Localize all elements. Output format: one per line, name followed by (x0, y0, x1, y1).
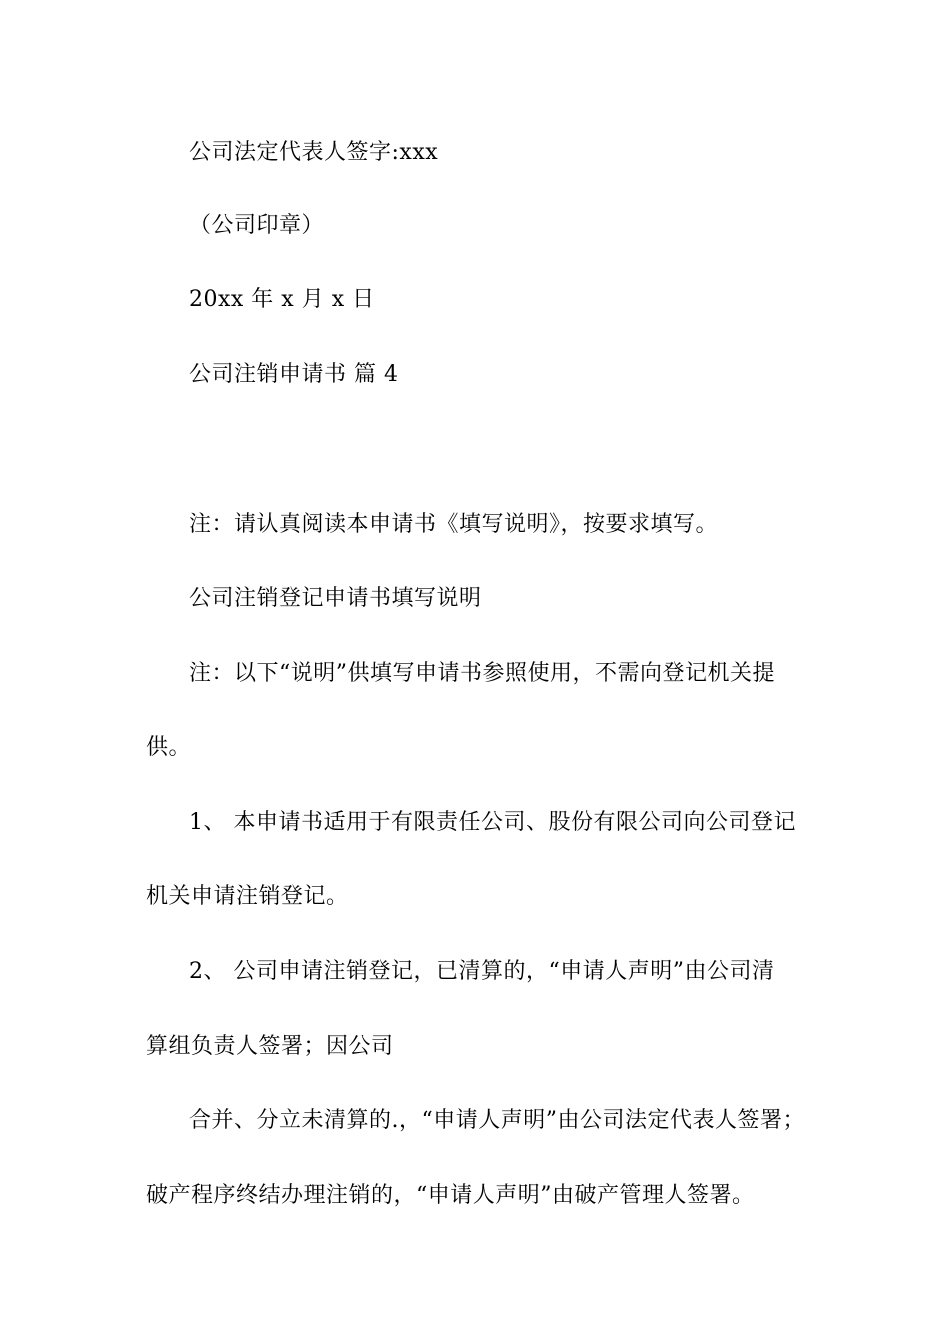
note-paragraph: 注：请认真阅读本申请书《填写说明》，按要求填写。 (189, 512, 719, 537)
item-2-line-3: 合并、分立未清算的.，“申请人声明”由公司法定代表人签署； (189, 1108, 805, 1133)
legal-rep-signature-line: 公司法定代表人签字:xxx (189, 140, 439, 165)
note-paragraph-line-1: 注：以下“说明”供填写申请书参照使用，不需向登记机关提 (189, 661, 775, 686)
item-2-line-4: 破产程序终结办理注销的，“申请人声明”由破产管理人签署。 (146, 1183, 755, 1208)
company-seal-line: （公司印章） (189, 213, 325, 238)
note-paragraph-line-2: 供。 (146, 735, 192, 760)
item-1-line-1: 1、 本申请书适用于有限责任公司、股份有限公司向公司登记 (189, 810, 796, 835)
section-heading: 公司注销申请书 篇 4 (189, 362, 399, 387)
item-2-line-2: 算组负责人签署；因公司 (146, 1034, 394, 1059)
item-1-line-2: 机关申请注销登记。 (146, 884, 349, 909)
instructions-title: 公司注销登记申请书填写说明 (189, 586, 482, 611)
item-2-line-1: 2、 公司申请注销登记，已清算的，“申请人声明”由公司清 (189, 959, 775, 984)
date-line: 20xx 年 x 月 x 日 (189, 287, 375, 312)
